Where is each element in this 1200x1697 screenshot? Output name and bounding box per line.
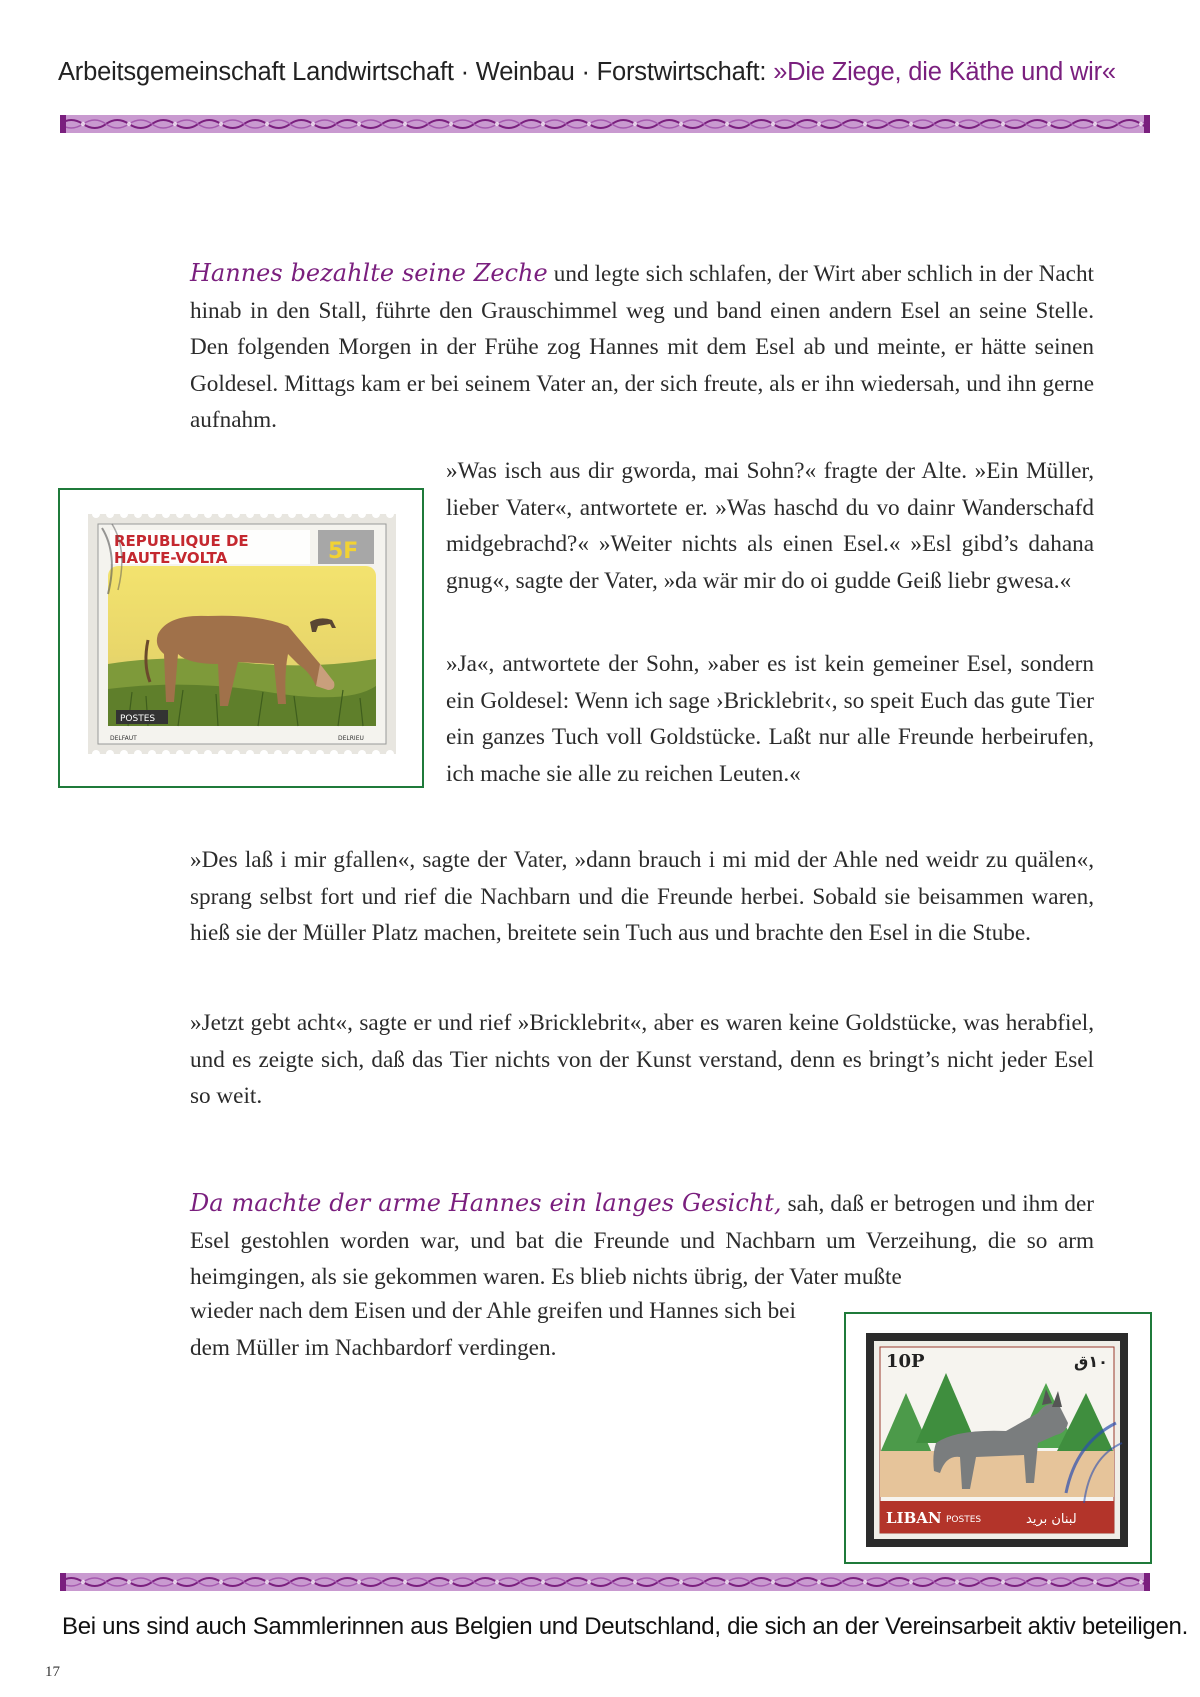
stamp2-postes: POSTES — [946, 1515, 982, 1525]
stamp2-country: LIBAN — [886, 1509, 942, 1527]
story-paragraph-2: »Was isch aus dir gworda, mai Sohn?« fragte der Alte. »Ein Müller, lieber Vater«, antwortete er. »Was haschd du vo dainr Wanderschafd midgebrachd?« »Weiter nichts als einen Esel.« »Esl gibd’s dahana gnug«, sagte der Vater, »da wär mir do oi gudde Geiß liebr gwesa.« — [446, 458, 1094, 594]
ornamental-band-bottom — [60, 1573, 1150, 1591]
stamp1-country-line1: REPUBLIQUE DE — [114, 532, 249, 550]
stamp1-value: 5F — [328, 539, 359, 564]
stamp-haute-volta — [88, 514, 396, 754]
page-header — [58, 58, 1158, 87]
page-number: 17 — [45, 1664, 60, 1680]
stamp-frame-liban — [844, 1312, 1152, 1564]
page-footer: Bei uns sind auch Sammlerinnen aus Belgien und Deutschland, die sich an der Vereinsarbeit aktiv beteiligen. — [62, 1613, 1188, 1640]
header-title: »Die Ziege, die Käthe und wir« — [773, 58, 1116, 86]
stamp-frame-haute-volta — [58, 488, 424, 788]
paragraph-lead-1: Hannes bezahlte seine Zeche — [190, 259, 548, 287]
story-paragraph-1 — [190, 255, 1094, 439]
story-paragraph-7: wieder nach dem Eisen und der Ahle greifen und Hannes sich bei dem Müller im Nachbardorf verdingen. — [190, 1298, 796, 1361]
story-paragraph-3: »Ja«, antwortete der Sohn, »aber es ist kein gemeiner Esel, sondern ein Goldesel: Wenn ich sage ›Bricklebrit‹, so speit Euch das gute Tier ein ganzes Tuch voll Goldstücke. Laßt nur alle Freunde herbeirufen, ich mache sie alle zu reichen Leuten.« — [446, 651, 1094, 787]
paragraph-lead-6: Da machte der arme Hannes ein langes Gesicht, — [190, 1189, 782, 1217]
stamp-liban — [866, 1333, 1128, 1547]
stamp2-value-arabic: ١٠ق — [1074, 1352, 1108, 1371]
stamp1-artist-left: DELFAUT — [110, 735, 137, 742]
story-paragraph-5: »Jetzt gebt acht«, sagte er und rief »Bricklebrit«, aber es waren keine Goldstücke, was herabfiel, und es zeigte sich, daß das Tier nichts von der Kunst verstand, denn es bringt’s nicht jeder Esel so weit. — [190, 1010, 1094, 1109]
stamp2-value: 10P — [886, 1351, 925, 1372]
stamp1-country-line2: HAUTE-VOLTA — [114, 549, 228, 567]
paragraph-text-1: und legte sich schlafen, der Wirt aber schlich in der Nacht hinab in den Stall, führte den Grauschimmel weg und band einen andern Esel an seine Stelle. Den folgenden Morgen in der Frühe zog Hannes mit dem Esel ab und meinte, er hätte seinen Goldesel. Mittags kam er bei seinem Vater an, der sich freute, als er ihn wiedersah, und ihn gerne aufnahm. — [190, 261, 1094, 433]
story-paragraph-4: »Des laß i mir gfallen«, sagte der Vater, »dann brauch i mi mid der Ahle ned weidr zu quälen«, sprang selbst fort und rief die Nachbarn und die Freunde herbei. Sobald sie beisammen waren, hieß sie der Müller Platz machen, breitete sein Tuch aus und brachte den Esel in die Stube. — [190, 847, 1094, 946]
ornamental-band-top — [60, 115, 1150, 133]
header-prefix: Arbeitsgemeinschaft Landwirtschaft · Weinbau · Forstwirtschaft: — [58, 58, 774, 86]
stamp2-country-arabic: لبنان بريد — [1026, 1512, 1077, 1527]
stamp1-postes: POSTES — [120, 714, 156, 724]
stamp1-artist-right: DELRIEU — [338, 735, 364, 742]
paragraph-text-6: sah, daß er betrogen und ihm der Esel gestohlen worden war, und bat die Freunde und Nachbarn um Verzeihung, die so arm heimgingen, als sie gekommen waren. Es blieb nichts übrig, der Vater mußte — [190, 1191, 1094, 1290]
story-paragraph-6 — [190, 1185, 1094, 1296]
